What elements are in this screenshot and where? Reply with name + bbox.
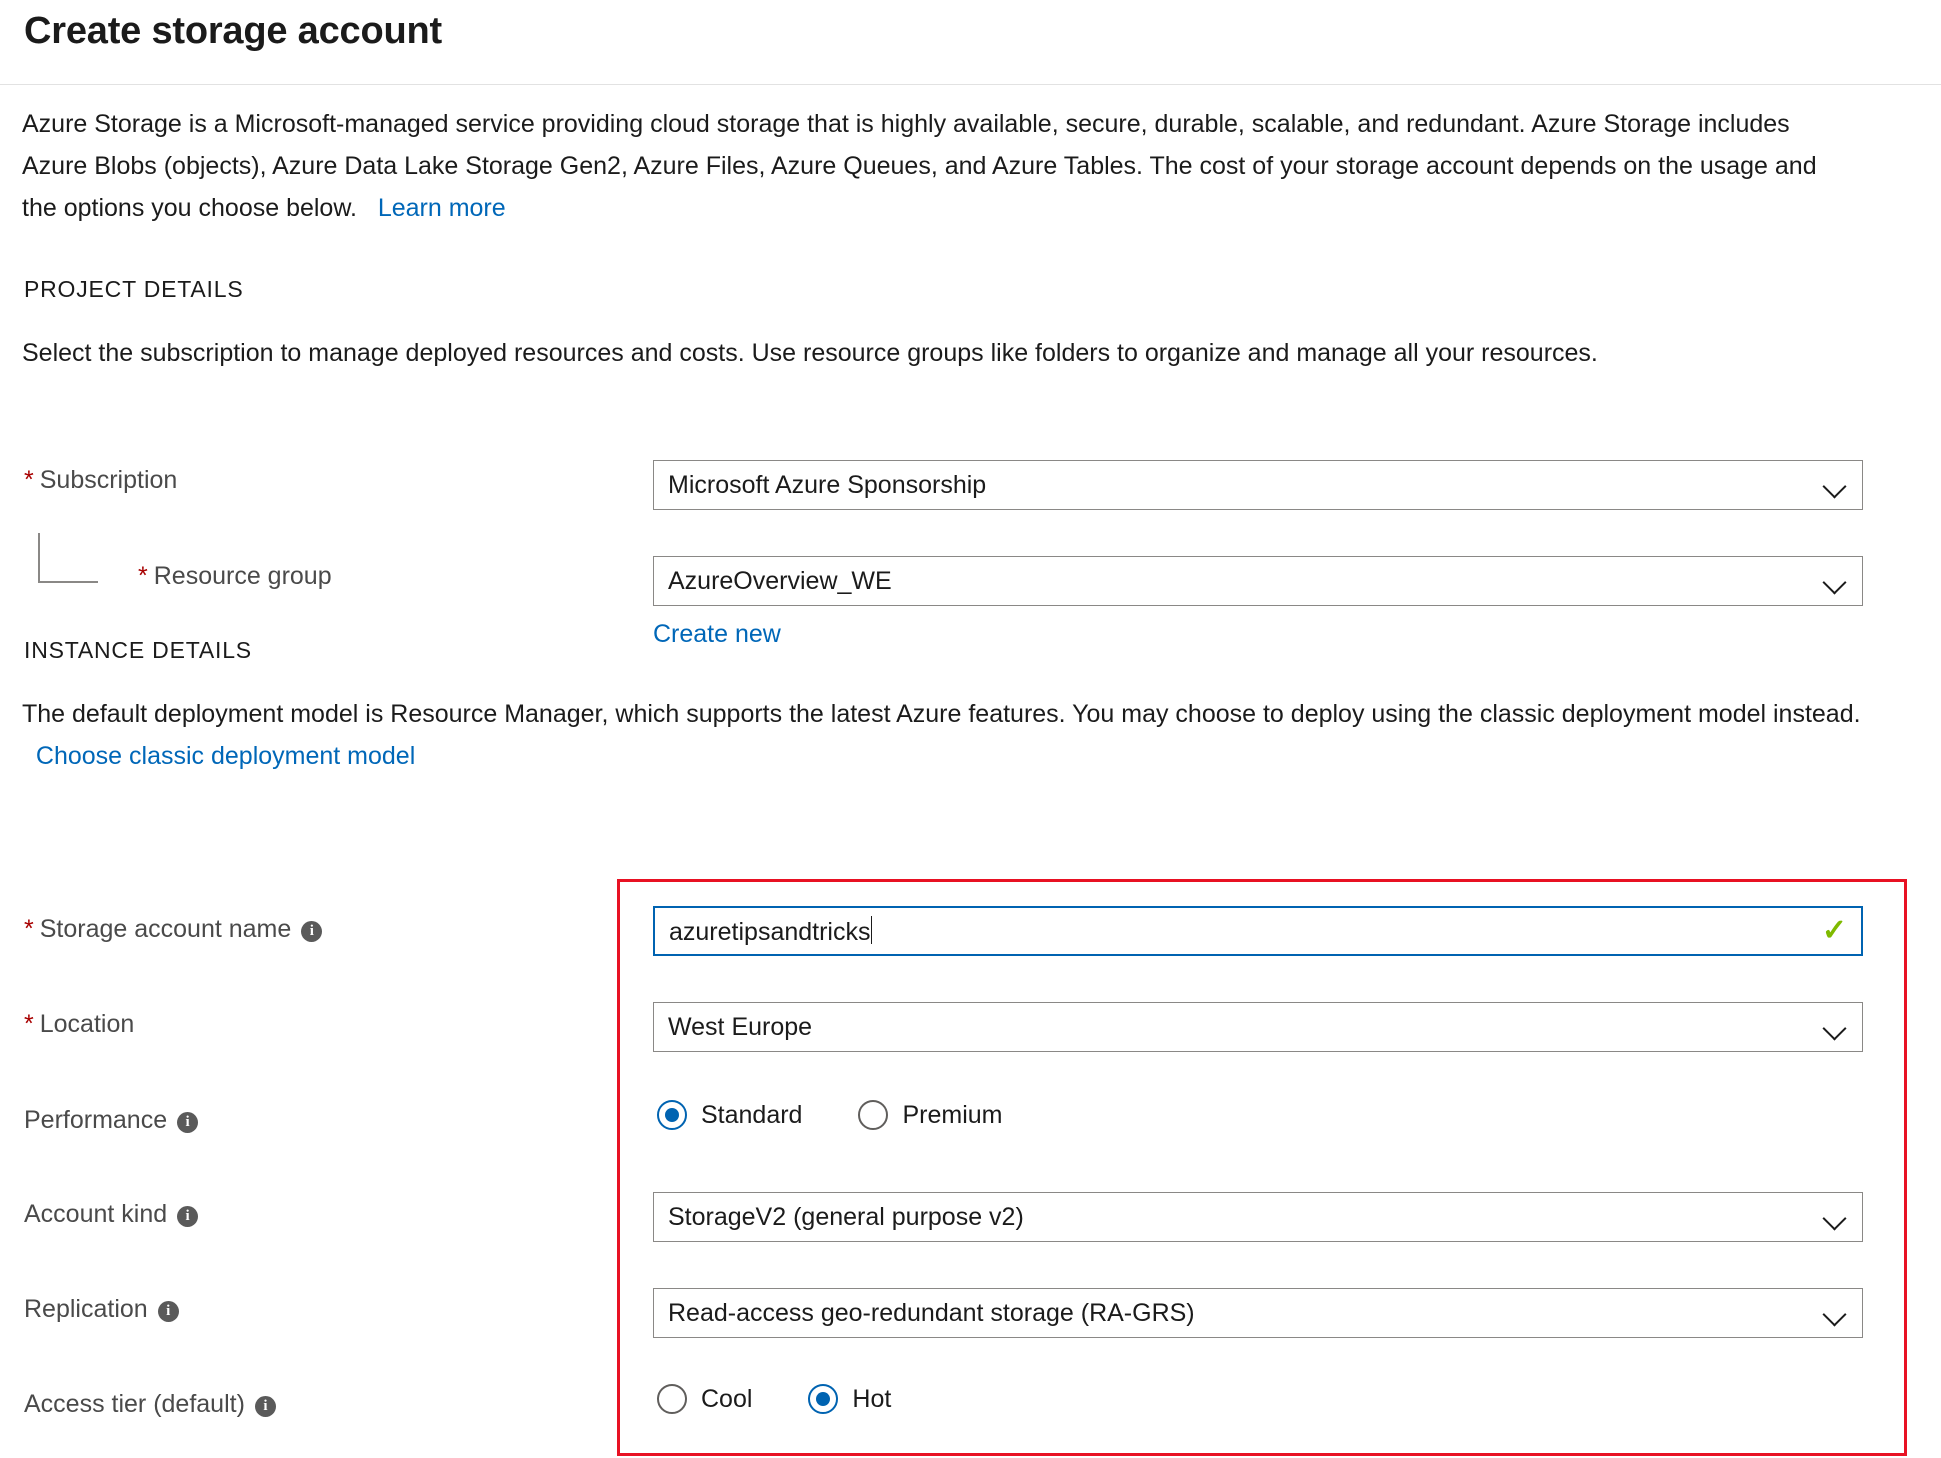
info-icon[interactable]: i <box>301 921 322 942</box>
access-tier-option-hot-label: Hot <box>852 1384 892 1413</box>
radio-icon-selected[interactable] <box>657 1100 687 1130</box>
access-tier-radio-group <box>657 1384 891 1414</box>
project-details-description: Select the subscription to manage deployed resources and costs. Use resource groups like folders to organize and manage all your resources. <box>22 339 1598 367</box>
instance-details-heading: INSTANCE DETAILS <box>24 637 252 663</box>
title-divider <box>0 84 1941 85</box>
resource-group-label <box>138 562 332 591</box>
required-asterisk: * <box>24 466 34 494</box>
storage-account-name-value: azuretipsandtricks <box>669 917 871 946</box>
performance-label <box>24 1106 198 1135</box>
page-title: Create storage account <box>24 10 442 52</box>
access-tier-label <box>24 1390 276 1419</box>
info-icon[interactable]: i <box>177 1206 198 1227</box>
performance-option-premium-label: Premium <box>902 1100 1003 1129</box>
resource-group-dropdown[interactable] <box>653 556 1863 606</box>
instance-details-description <box>22 693 1912 777</box>
location-label <box>24 1010 134 1039</box>
learn-more-link[interactable]: Learn more <box>377 194 506 222</box>
account-kind-label-text: Account kind <box>24 1200 168 1228</box>
account-kind-label <box>24 1200 198 1229</box>
resource-group-tree-connector <box>38 533 98 583</box>
choose-classic-deployment-model-link[interactable]: Choose classic deployment model <box>35 742 416 770</box>
replication-dropdown[interactable] <box>653 1288 1863 1338</box>
performance-radio-group <box>657 1100 1002 1130</box>
info-icon[interactable]: i <box>177 1112 198 1133</box>
access-tier-label-text: Access tier (default) <box>24 1390 245 1418</box>
subscription-value: Microsoft Azure Sponsorship <box>668 470 987 499</box>
subscription-label-text: Subscription <box>39 466 178 494</box>
account-kind-dropdown[interactable] <box>653 1192 1863 1242</box>
chevron-down-icon <box>1822 1300 1848 1326</box>
performance-label-text: Performance <box>24 1106 168 1134</box>
resource-group-label-text: Resource group <box>153 562 332 590</box>
location-value: West Europe <box>668 1012 813 1041</box>
radio-icon[interactable] <box>858 1100 888 1130</box>
chevron-down-icon <box>1822 1204 1848 1230</box>
required-asterisk: * <box>138 562 148 590</box>
radio-icon-selected[interactable] <box>808 1384 838 1414</box>
storage-account-name-input[interactable] <box>653 906 1863 956</box>
required-asterisk: * <box>24 915 34 943</box>
required-asterisk: * <box>24 1010 34 1038</box>
highlight-rectangle <box>617 879 1907 1456</box>
account-kind-value: StorageV2 (general purpose v2) <box>668 1202 1024 1231</box>
intro-paragraph <box>22 103 1842 229</box>
performance-option-premium[interactable] <box>858 1100 1002 1130</box>
info-icon[interactable]: i <box>158 1301 179 1322</box>
chevron-down-icon <box>1822 1014 1848 1040</box>
project-details-heading: PROJECT DETAILS <box>24 276 244 302</box>
storage-account-name-label <box>24 915 322 944</box>
subscription-dropdown[interactable] <box>653 460 1863 510</box>
subscription-label <box>24 466 177 495</box>
replication-label-text: Replication <box>24 1295 148 1323</box>
text-caret <box>871 916 872 944</box>
chevron-down-icon <box>1822 568 1848 594</box>
replication-label <box>24 1295 179 1324</box>
validation-check-icon: ✓ <box>1821 914 1847 947</box>
create-new-resource-group-link[interactable]: Create new <box>653 620 781 648</box>
instance-details-description-text: The default deployment model is Resource Manager, which supports the latest Azure features. You may choose to deploy using the classic deployment model instead. <box>22 700 1861 728</box>
chevron-down-icon <box>1822 472 1848 498</box>
radio-icon[interactable] <box>657 1384 687 1414</box>
location-dropdown[interactable] <box>653 1002 1863 1052</box>
storage-account-name-label-text: Storage account name <box>39 915 292 943</box>
replication-value: Read-access geo-redundant storage (RA-GRS) <box>668 1298 1195 1327</box>
info-icon[interactable]: i <box>255 1396 276 1417</box>
intro-text: Azure Storage is a Microsoft-managed service providing cloud storage that is highly available, secure, durable, scalable, and redundant. Azure Storage includes Azure Blobs (objects), Azure Data Lake Storage Gen2, Azure Files, Azure Queues, and Azure Tables. The cost of your storage account depends on the usage and the options you choose below. <box>22 110 1817 222</box>
performance-option-standard[interactable] <box>657 1100 802 1130</box>
access-tier-option-cool-label: Cool <box>701 1384 753 1413</box>
access-tier-option-cool[interactable] <box>657 1384 752 1414</box>
resource-group-value: AzureOverview_WE <box>668 566 892 595</box>
access-tier-option-hot[interactable] <box>808 1384 891 1414</box>
performance-option-standard-label: Standard <box>701 1100 803 1129</box>
location-label-text: Location <box>39 1010 135 1038</box>
